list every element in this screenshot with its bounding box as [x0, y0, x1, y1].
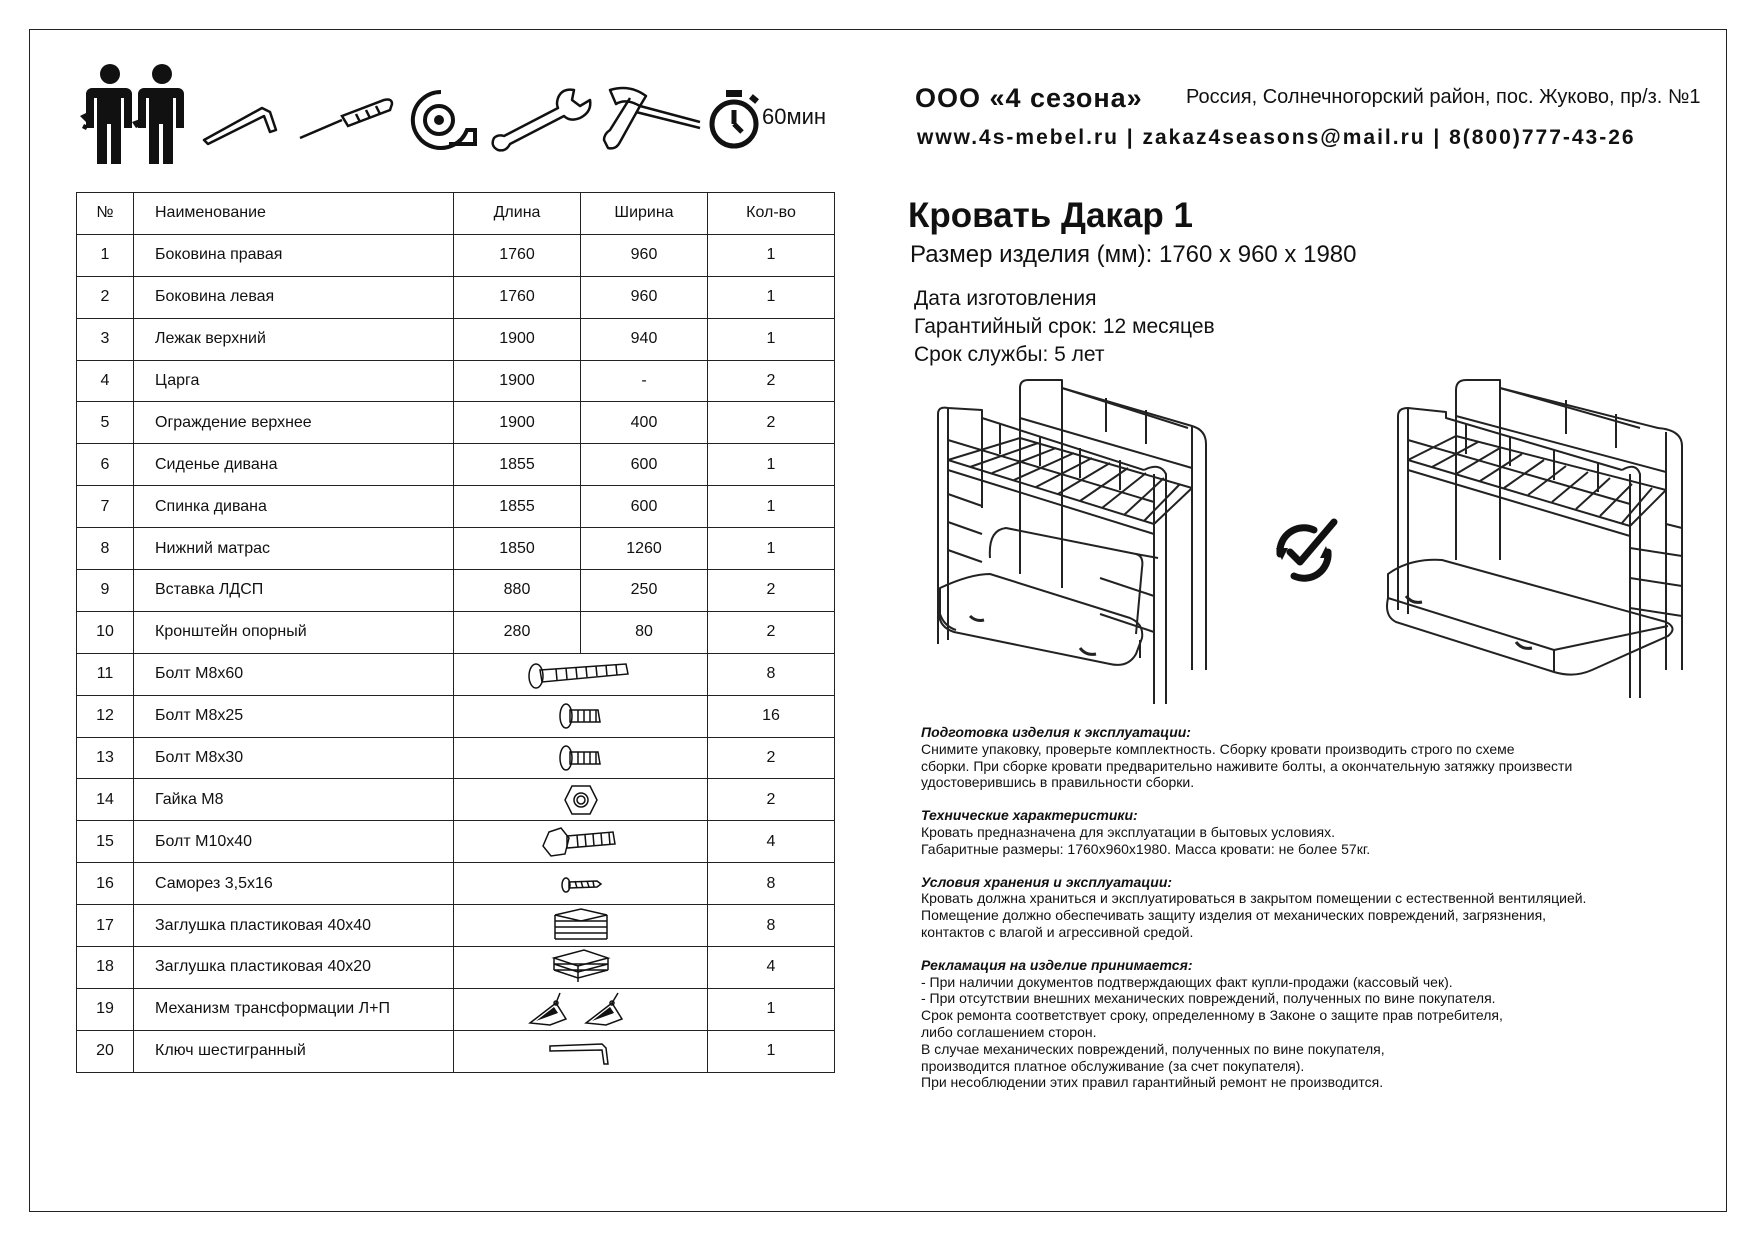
cell-width: 960 [581, 276, 708, 318]
cell-width: 960 [581, 234, 708, 276]
bunk-bed-flat-illustration [1386, 378, 1696, 708]
cell-width: 1260 [581, 528, 708, 570]
cell-qty: 1 [708, 276, 835, 318]
table-row [77, 988, 835, 1030]
cell-qty: 1 [708, 234, 835, 276]
header-num: № [77, 193, 134, 235]
cell-qty: 2 [708, 779, 835, 821]
cell-image [454, 653, 708, 695]
table-row [77, 821, 835, 863]
cell-length: 1900 [454, 402, 581, 444]
table-row [77, 905, 835, 947]
cell-qty: 8 [708, 863, 835, 905]
screwdriver-icon [296, 96, 396, 146]
table-row [77, 695, 835, 737]
parts-table [76, 192, 835, 1073]
cell-qty: 4 [708, 821, 835, 863]
cell-image [454, 737, 708, 779]
cell-name: Болт М8х25 [134, 695, 454, 737]
section-line: Помещение должно обеспечивать защиту изделия от механических повреждений, загрязнения, [921, 907, 1547, 924]
cell-length: 1760 [454, 276, 581, 318]
cell-name: Вставка ЛДСП [134, 570, 454, 612]
cell-num: 14 [77, 779, 134, 821]
cell-qty: 1 [708, 528, 835, 570]
cell-name: Сиденье дивана [134, 444, 454, 486]
cell-qty: 2 [708, 611, 835, 653]
cell-num: 12 [77, 695, 134, 737]
bunk-bed-sofa-illustration [930, 378, 1226, 706]
instruction-section [921, 724, 1681, 791]
cell-num: 15 [77, 821, 134, 863]
instruction-section [921, 957, 1681, 1091]
instruction-section [921, 874, 1681, 941]
table-row [77, 947, 835, 989]
cell-image [454, 988, 708, 1030]
tools-row [70, 58, 870, 178]
cell-num: 11 [77, 653, 134, 695]
section-line: Габаритные размеры: 1760х960х1980. Масса кровати: не более 57кг. [921, 840, 1371, 857]
product-size: Размер изделия (мм): 1760 х 960 х 1980 [910, 241, 1357, 268]
section-line: либо соглашением сторон. [921, 1023, 1097, 1040]
section-line: Кровать должна храниться и эксплуатироваться в закрытом помещении с естественной вентиляцией. [921, 890, 1587, 907]
cell-length: 1900 [454, 318, 581, 360]
hex-key-icon [546, 1034, 616, 1068]
cell-width: 80 [581, 611, 708, 653]
screw-icon [559, 873, 603, 895]
long-bolt-icon [526, 656, 636, 692]
cell-num: 6 [77, 444, 134, 486]
cell-name: Спинка дивана [134, 486, 454, 528]
short-bolt-icon [556, 700, 606, 732]
cell-num: 20 [77, 1030, 134, 1072]
cell-qty: 1 [708, 318, 835, 360]
cell-name: Ограждение верхнее [134, 402, 454, 444]
table-row [77, 779, 835, 821]
short-bolt-icon [556, 742, 606, 774]
cell-image [454, 947, 708, 989]
section-line: Снимите упаковку, проверьте комплектность. Сборку кровати производить строго по схеме [921, 740, 1515, 757]
cell-qty: 8 [708, 653, 835, 695]
cell-num: 5 [77, 402, 134, 444]
section-line: В случае механических повреждений, полученных по вине покупателя, [921, 1040, 1385, 1057]
cell-image [454, 905, 708, 947]
cell-width: 940 [581, 318, 708, 360]
cell-qty: 4 [708, 947, 835, 989]
hex-key-icon [200, 98, 290, 148]
cell-width: - [581, 360, 708, 402]
cell-length: 1855 [454, 444, 581, 486]
cell-length: 1900 [454, 360, 581, 402]
stopwatch-icon [706, 86, 766, 156]
cell-name: Заглушка пластиковая 40х40 [134, 905, 454, 947]
section-line: Срок ремонта соответствует сроку, определенному в Законе о защите прав потребителя, [921, 1007, 1503, 1024]
cell-name: Боковина правая [134, 234, 454, 276]
table-row [77, 528, 835, 570]
cell-num: 16 [77, 863, 134, 905]
cell-name: Болт М8х30 [134, 737, 454, 779]
transform-check-icon [1266, 514, 1342, 590]
cell-width: 400 [581, 402, 708, 444]
section-line: - При наличии документов подтверждающих факт купли-продажи (кассовый чек). [921, 973, 1453, 990]
cell-num: 18 [77, 947, 134, 989]
cell-name: Саморез 3,5х16 [134, 863, 454, 905]
section-line: сборки. При сборке кровати предварительно наживите болты, а окончательную затяжку произвести [921, 757, 1573, 774]
cell-num: 8 [77, 528, 134, 570]
cell-width: 600 [581, 444, 708, 486]
table-row [77, 611, 835, 653]
table-row [77, 486, 835, 528]
transform-mechanism-icon [526, 989, 636, 1029]
table-row [77, 360, 835, 402]
cell-name: Механизм трансформации Л+П [134, 988, 454, 1030]
cell-name: Гайка М8 [134, 779, 454, 821]
two-people-icon [76, 62, 196, 166]
cell-image [454, 863, 708, 905]
cell-length: 1850 [454, 528, 581, 570]
cell-qty: 1 [708, 444, 835, 486]
table-row [77, 444, 835, 486]
table-row [77, 318, 835, 360]
instruction-section [921, 807, 1681, 857]
cell-num: 2 [77, 276, 134, 318]
cell-image [454, 779, 708, 821]
cell-name: Кронштейн опорный [134, 611, 454, 653]
cell-qty: 2 [708, 402, 835, 444]
table-header-row [77, 193, 835, 235]
cell-num: 10 [77, 611, 134, 653]
cell-width: 600 [581, 486, 708, 528]
cell-image [454, 821, 708, 863]
table-row [77, 276, 835, 318]
cell-length: 1855 [454, 486, 581, 528]
cell-name: Царга [134, 360, 454, 402]
hex-bolt-icon [541, 824, 621, 860]
cell-num: 17 [77, 905, 134, 947]
table-row [77, 737, 835, 779]
cell-length: 1760 [454, 234, 581, 276]
instructions [921, 724, 1681, 1107]
cell-num: 19 [77, 988, 134, 1030]
table-row [77, 234, 835, 276]
section-line: - При отсутствии внешних механических повреждений, полученных по вине покупателя. [921, 990, 1496, 1007]
tape-measure-icon [405, 86, 477, 158]
cell-qty: 8 [708, 905, 835, 947]
cell-image [454, 1030, 708, 1072]
section-line: Кровать предназначена для эксплуатации в бытовых условиях. [921, 823, 1335, 840]
table-row [77, 1030, 835, 1072]
cell-name: Нижний матрас [134, 528, 454, 570]
header-qty: Кол-во [708, 193, 835, 235]
table-row [77, 653, 835, 695]
section-line: удостоверившись в правильности сборки. [921, 774, 1195, 791]
header-length: Длина [454, 193, 581, 235]
cell-width: 250 [581, 570, 708, 612]
cell-name: Ключ шестигранный [134, 1030, 454, 1072]
wrench-icon [488, 86, 598, 156]
company-name: ООО «4 сезона» [915, 83, 1143, 113]
cell-name: Боковина левая [134, 276, 454, 318]
hammer-icon [600, 82, 710, 162]
cell-name: Болт М10х40 [134, 821, 454, 863]
manufacture-date: Дата изготовления [914, 287, 1097, 310]
cell-qty: 2 [708, 737, 835, 779]
product-title: Кровать Дакар 1 [908, 196, 1193, 235]
cell-num: 4 [77, 360, 134, 402]
cell-num: 3 [77, 318, 134, 360]
section-title: Рекламация на изделие принимается: [921, 956, 1193, 973]
cell-qty: 16 [708, 695, 835, 737]
hex-nut-icon [563, 783, 599, 817]
section-title: Технические характеристики: [921, 807, 1138, 824]
section-line: контактов с влагой и агрессивной средой. [921, 923, 1194, 940]
cell-image [454, 695, 708, 737]
cell-num: 1 [77, 234, 134, 276]
section-title: Условия хранения и эксплуатации: [921, 873, 1173, 890]
cell-length: 880 [454, 570, 581, 612]
cell-name: Заглушка пластиковая 40х20 [134, 947, 454, 989]
cell-qty: 1 [708, 988, 835, 1030]
cell-num: 13 [77, 737, 134, 779]
header-width: Ширина [581, 193, 708, 235]
cell-name: Болт М8х60 [134, 653, 454, 695]
cell-qty: 1 [708, 1030, 835, 1072]
cell-qty: 2 [708, 570, 835, 612]
cell-length: 280 [454, 611, 581, 653]
cell-qty: 2 [708, 360, 835, 402]
cell-qty: 1 [708, 486, 835, 528]
assembly-time: 60мин [762, 104, 827, 129]
cell-name: Лежак верхний [134, 318, 454, 360]
cell-num: 9 [77, 570, 134, 612]
company-address: Россия, Солнечногорский район, пос. Жуково, пр/з. №1 [1186, 86, 1701, 108]
header-name: Наименование [134, 193, 454, 235]
warranty: Гарантийный срок: 12 месяцев [914, 315, 1215, 338]
service-life: Срок службы: 5 лет [914, 343, 1105, 366]
cell-num: 7 [77, 486, 134, 528]
section-line: производится платное обслуживание (за счет покупателя). [921, 1057, 1305, 1074]
table-row [77, 570, 835, 612]
plastic-cap-icon [550, 948, 612, 986]
company-contacts: www.4s-mebel.ru | zakaz4seasons@mail.ru | 8(800)777-43-26 [917, 126, 1636, 149]
plastic-cap-icon [549, 907, 613, 945]
table-row [77, 863, 835, 905]
section-line: При несоблюдении этих правил гарантийный ремонт не производится. [921, 1074, 1384, 1091]
table-row [77, 402, 835, 444]
section-title: Подготовка изделия к эксплуатации: [921, 724, 1191, 740]
